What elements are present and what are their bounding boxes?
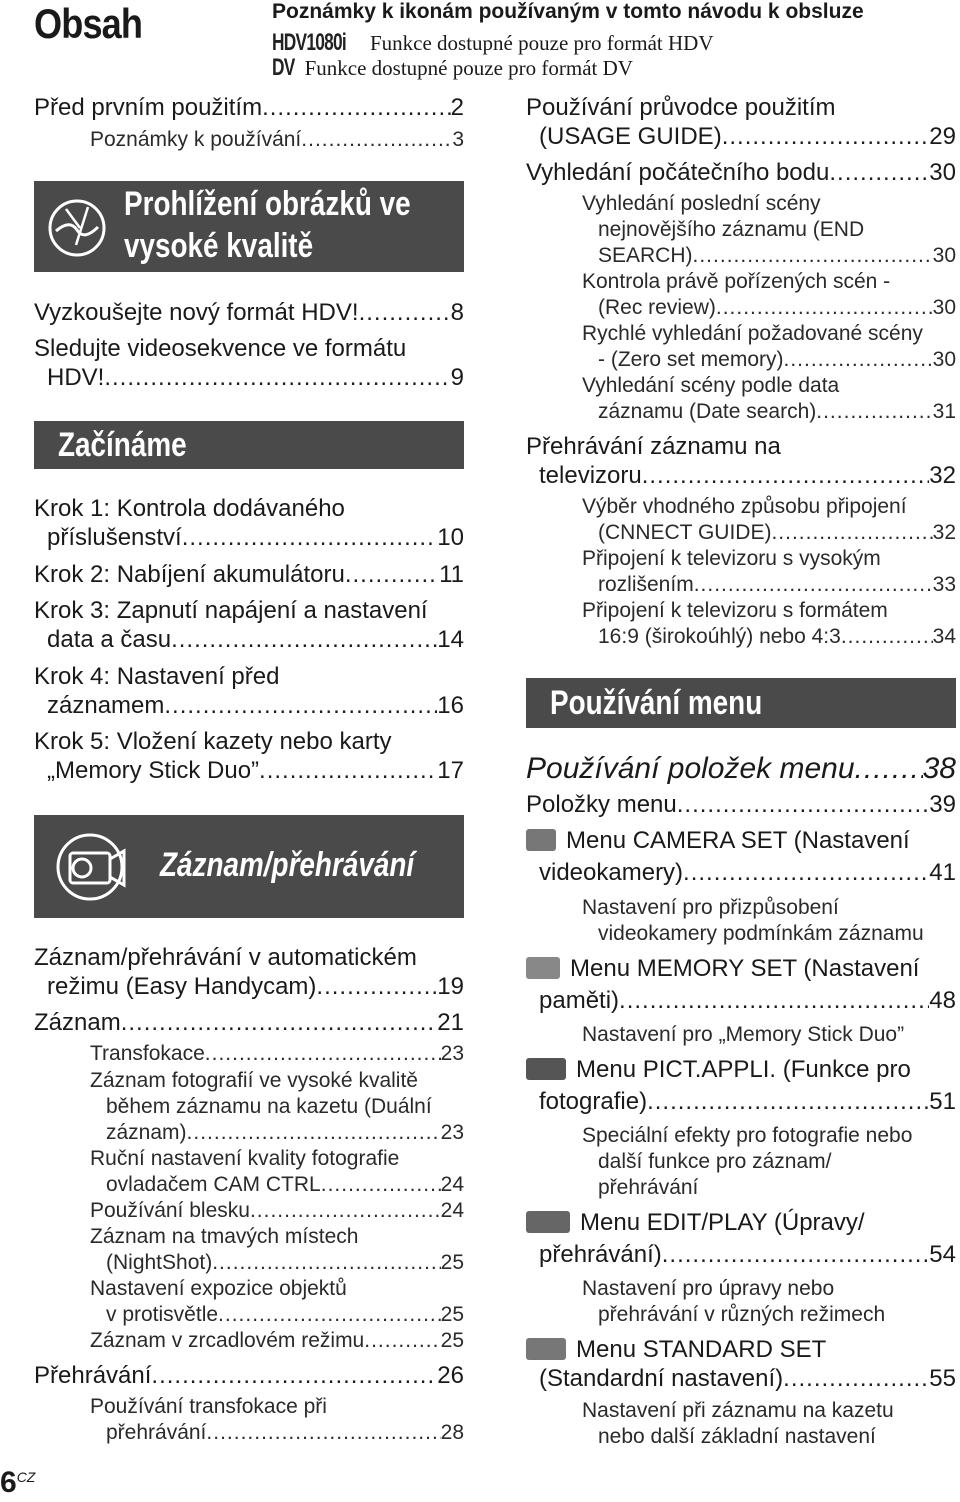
toc-entry-label: přehrávání) <box>539 1241 662 1268</box>
page-number-value: 6 <box>0 1466 17 1499</box>
toc-subentry-line: Záznam na tmavých místech <box>90 1225 359 1248</box>
toc-entry[interactable] <box>34 363 464 392</box>
menu-description: Speciální efekty pro fotografie nebo <box>582 1124 913 1147</box>
toc-entry-page: 2 <box>450 94 464 121</box>
toc-entry-line <box>526 954 919 983</box>
section-title-line: vysoké kvalitě <box>124 227 314 265</box>
dv-note-text: Funkce dostupné pouze pro formát DV <box>304 56 633 80</box>
toc-entry-page: 17 <box>437 757 464 784</box>
toc-entry-page: 41 <box>929 859 956 886</box>
toc-entry-page: 33 <box>932 573 956 596</box>
toc-subentry-line: Připojení k televizoru s formátem <box>582 599 888 622</box>
menu-description: přehrávání v různých režimech <box>598 1303 886 1326</box>
toc-entry-page: 3 <box>452 128 464 151</box>
toc-subentry-line: Připojení k televizoru s vysokým <box>582 547 881 570</box>
toc-entry-label: (NightShot) <box>106 1251 213 1274</box>
toc-entry-page: 30 <box>932 296 956 319</box>
toc-entry-label: (USAGE GUIDE) <box>539 123 722 150</box>
toc-entry-page: 25 <box>440 1251 464 1274</box>
toc-entry-line-text: Menu STANDARD SET <box>576 1336 827 1363</box>
toc-entry[interactable] <box>34 972 464 1001</box>
toc-entry[interactable] <box>526 122 956 151</box>
toc-entry-line: Krok 4: Nastavení před <box>34 663 280 690</box>
toc-subentry-line: Vyhledání poslední scény <box>582 192 821 215</box>
toc-entry-label: Vyzkoušejte nový formát HDV! <box>34 299 359 326</box>
camera-set-icon <box>526 829 556 851</box>
toc-entry-label: rozlišením <box>598 573 694 596</box>
toc-entry-label: HDV! <box>47 364 105 391</box>
toc-subentry-line: během záznamu na kazetu (Duální <box>106 1095 432 1118</box>
toc-entry-line: Používání průvodce použitím <box>526 94 836 121</box>
toc-entry-page: 11 <box>439 561 464 588</box>
toc-entry[interactable] <box>526 790 956 819</box>
toc-entry-page: 8 <box>450 299 464 326</box>
toc-entry-page: 25 <box>440 1329 464 1352</box>
section-title: Používání menu <box>550 684 763 722</box>
toc-subentry[interactable] <box>582 520 956 546</box>
toc-subentry[interactable] <box>90 1198 464 1224</box>
toc-entry-line <box>526 1055 911 1084</box>
toc-entry-page: 39 <box>929 791 956 818</box>
toc-entry-page: 38 <box>922 752 956 785</box>
toc-entry-line: Krok 5: Vložení kazety nebo karty <box>34 728 392 755</box>
toc-entry-label: SEARCH) <box>598 244 693 267</box>
toc-entry-label: (Rec review) <box>598 296 716 319</box>
toc-entry-label: Záznam <box>34 1009 121 1036</box>
menu-description: přehrávání <box>598 1176 699 1199</box>
toc-entry-page: 31 <box>932 400 956 423</box>
toc-entry-page: 48 <box>929 987 956 1014</box>
toc-entry-page: 55 <box>929 1365 956 1392</box>
toc-entry[interactable] <box>34 1361 464 1390</box>
toc-entry-line-text: Menu MEMORY SET (Nastavení <box>570 955 920 982</box>
toc-entry-line <box>526 1335 826 1364</box>
toc-entry-label: záznamu (Date search) <box>598 400 817 423</box>
toc-entry-page: 21 <box>437 1009 464 1036</box>
section-title-line: Prohlížení obrázků ve <box>124 185 411 223</box>
menu-description: další funkce pro záznam/ <box>598 1150 832 1173</box>
toc-entry-label: fotografie) <box>539 1088 648 1115</box>
toc-entry-label: režimu (Easy Handycam) <box>47 973 317 1000</box>
menu-description: Nastavení pro „Memory Stick Duo” <box>582 1023 905 1046</box>
toc-entry-page: 30 <box>932 244 956 267</box>
toc-subentry[interactable] <box>90 1120 464 1146</box>
toc-entry-label: Záznam v zrcadlovém režimu <box>90 1329 365 1352</box>
toc-entry-label: paměti) <box>539 987 620 1014</box>
toc-subentry[interactable] <box>90 1328 464 1354</box>
toc-entry-page: 32 <box>929 462 956 489</box>
menu-description: Nastavení při záznamu na kazetu <box>582 1399 894 1422</box>
toc-entry-label: data a času <box>47 626 172 653</box>
toc-entry-line-text: Menu PICT.APPLI. (Funkce pro <box>576 1056 911 1083</box>
toc-entry-line <box>526 826 910 855</box>
section-header-recording-playback <box>34 815 464 918</box>
toc-entry-label: (Standardní nastavení) <box>539 1365 784 1392</box>
toc-entry-label: „Memory Stick Duo” <box>47 757 260 784</box>
menu-description: nebo další základní nastavení <box>598 1425 876 1448</box>
toc-entry-page: 10 <box>437 524 464 551</box>
toc-subentry[interactable] <box>582 243 956 269</box>
toc-subentry[interactable] <box>582 347 956 373</box>
toc-subentry[interactable] <box>90 1302 464 1328</box>
toc-entry-label: (CNNECT GUIDE) <box>598 521 772 544</box>
toc-entry-page: 54 <box>929 1241 956 1268</box>
toc-entry[interactable] <box>526 752 956 786</box>
toc-entry-label: - (Zero set memory) <box>598 348 784 371</box>
hdv-note <box>272 29 714 57</box>
toc-entry-label: televizoru <box>539 462 642 489</box>
section-title: Záznam/přehrávání <box>160 846 415 884</box>
toc-entry-label: v protisvětle <box>106 1303 219 1326</box>
toc-entry-line-text: Menu EDIT/PLAY (Úpravy/ <box>580 1209 865 1236</box>
icon-notes-heading: Poznámky k ikonám používaným v tomto návodu k obsluze <box>272 0 864 23</box>
dv-note <box>272 54 633 82</box>
menu-description: Nastavení pro úpravy nebo <box>582 1277 835 1300</box>
toc-entry-page: 23 <box>440 1042 464 1065</box>
toc-entry-label: Poznámky k používání <box>90 128 302 151</box>
toc-subentry[interactable] <box>582 624 956 650</box>
toc-subentry-line: Nastavení expozice objektů <box>90 1277 347 1300</box>
toc-subentry[interactable] <box>582 295 956 321</box>
toc-entry[interactable] <box>34 298 464 327</box>
toc-entry-page: 9 <box>450 364 464 391</box>
toc-entry-line-text: Menu CAMERA SET (Nastavení <box>566 827 910 854</box>
toc-entry-page: 23 <box>440 1121 464 1144</box>
toc-entry[interactable] <box>34 625 464 654</box>
toc-entry-label: videokamery) <box>539 859 684 886</box>
section-header-getting-started <box>34 421 464 469</box>
toc-entry-page: 32 <box>932 521 956 544</box>
toc-entry[interactable] <box>526 461 956 490</box>
toc-subentry[interactable] <box>90 1250 464 1276</box>
toc-entry-page: 30 <box>932 348 956 371</box>
toc-entry-line: Krok 1: Kontrola dodávaného <box>34 495 345 522</box>
toc-entry-page: 34 <box>932 625 956 648</box>
toc-entry[interactable] <box>526 1087 956 1116</box>
toc-entry-line: Záznam/přehrávání v automatickém <box>34 944 417 971</box>
toc-entry-page: 19 <box>437 973 464 1000</box>
toc-entry-label: příslušenství <box>47 524 182 551</box>
toc-subentry-line: Záznam fotografií ve vysoké kvalitě <box>90 1069 418 1092</box>
toc-entry[interactable] <box>34 560 464 589</box>
toc-entry-line <box>526 1208 865 1237</box>
toc-subentry-line: nejnovějšího záznamu (END <box>598 218 865 241</box>
toc-subentry[interactable] <box>90 1041 464 1067</box>
camcorder-icon <box>54 829 130 905</box>
toc-entry-label: Používání položek menu <box>526 752 855 785</box>
toc-entry-page: 24 <box>440 1199 464 1222</box>
toc-entry-label: Krok 2: Nabíjení akumulátoru <box>34 561 345 588</box>
toc-entry[interactable] <box>34 756 464 785</box>
toc-entry[interactable] <box>526 858 956 887</box>
page-title: Obsah <box>34 0 143 47</box>
toc-entry-page: 25 <box>440 1303 464 1326</box>
toc-entry-label: Transfokace <box>90 1042 205 1065</box>
toc-entry[interactable] <box>34 1008 464 1037</box>
toc-subentry[interactable] <box>582 572 956 598</box>
toc-entry-label: Přehrávání <box>34 1362 152 1389</box>
toc-entry[interactable] <box>526 158 956 187</box>
toc-entry-label: Položky menu <box>526 791 677 818</box>
memory-set-icon <box>526 957 560 979</box>
toc-entry-page: 26 <box>437 1362 464 1389</box>
toc-entry-label: Vyhledání počátečního bodu <box>526 159 830 186</box>
toc-entry[interactable] <box>34 523 464 552</box>
toc-entry-page: 24 <box>440 1173 464 1196</box>
hd-viewing-icon <box>46 197 108 259</box>
toc-subentry[interactable] <box>582 399 956 425</box>
toc-entry-line: Sledujte videosekvence ve formátu <box>34 335 407 362</box>
toc-entry-page: 30 <box>929 159 956 186</box>
toc-subentry-line: Ruční nastavení kvality fotografie <box>90 1147 400 1170</box>
toc-entry[interactable] <box>34 93 464 122</box>
toc-entry[interactable] <box>34 691 464 720</box>
toc-subentry-line: Výběr vhodného způsobu připojení <box>582 495 907 518</box>
toc-subentry-line: Rychlé vyhledání požadované scény <box>582 322 923 345</box>
page-number <box>0 1466 35 1500</box>
page-language: CZ <box>16 1469 36 1485</box>
toc-subentry-line: Vyhledání scény podle data <box>582 374 840 397</box>
toc-subentry[interactable] <box>90 1420 464 1446</box>
toc-entry-label: přehrávání <box>106 1421 207 1444</box>
toc-entry-page: 16 <box>437 692 464 719</box>
toc-subentry[interactable] <box>90 1172 464 1198</box>
toc-entry[interactable] <box>526 1364 956 1393</box>
toc-entry-label: záznamem <box>47 692 165 719</box>
pict-appli-icon <box>526 1058 566 1080</box>
toc-entry-line: Přehrávání záznamu na <box>526 433 781 460</box>
edit-play-icon <box>526 1211 570 1233</box>
dv-badge-icon: DV <box>272 54 295 81</box>
hdv-badge-icon: HDV1080i <box>272 29 346 56</box>
toc-entry[interactable] <box>526 986 956 1015</box>
toc-entry-label: ovladačem CAM CTRL <box>106 1173 321 1196</box>
toc-entry[interactable] <box>526 1240 956 1269</box>
toc-entry-line: Krok 3: Zapnutí napájení a nastavení <box>34 597 428 624</box>
toc-subentry-line: Používání transfokace při <box>90 1395 327 1418</box>
toc-entry-page: 51 <box>929 1088 956 1115</box>
menu-description: Nastavení pro přizpůsobení <box>582 896 839 919</box>
hdv-note-text: Funkce dostupné pouze pro formát HDV <box>369 31 714 55</box>
menu-description: videokamery podmínkám záznamu <box>598 922 924 945</box>
toc-entry-label: 16:9 (širokoúhlý) nebo 4:3 <box>598 625 841 648</box>
section-header-hd-viewing <box>34 181 464 272</box>
toc-subentry[interactable] <box>90 127 464 153</box>
toc-entry-label: záznam) <box>106 1121 187 1144</box>
toc-entry-label: Před prvním použitím <box>34 94 263 121</box>
standard-set-icon <box>526 1338 566 1360</box>
toc-entry-page: 14 <box>437 626 464 653</box>
toc-entry-label: Používání blesku <box>90 1199 250 1222</box>
section-title: Začínáme <box>58 426 187 464</box>
toc-entry-page: 29 <box>929 123 956 150</box>
toc-entry-page: 28 <box>440 1421 464 1444</box>
toc-subentry-line: Kontrola právě pořízených scén - <box>582 270 891 293</box>
section-header-menu <box>526 678 956 728</box>
